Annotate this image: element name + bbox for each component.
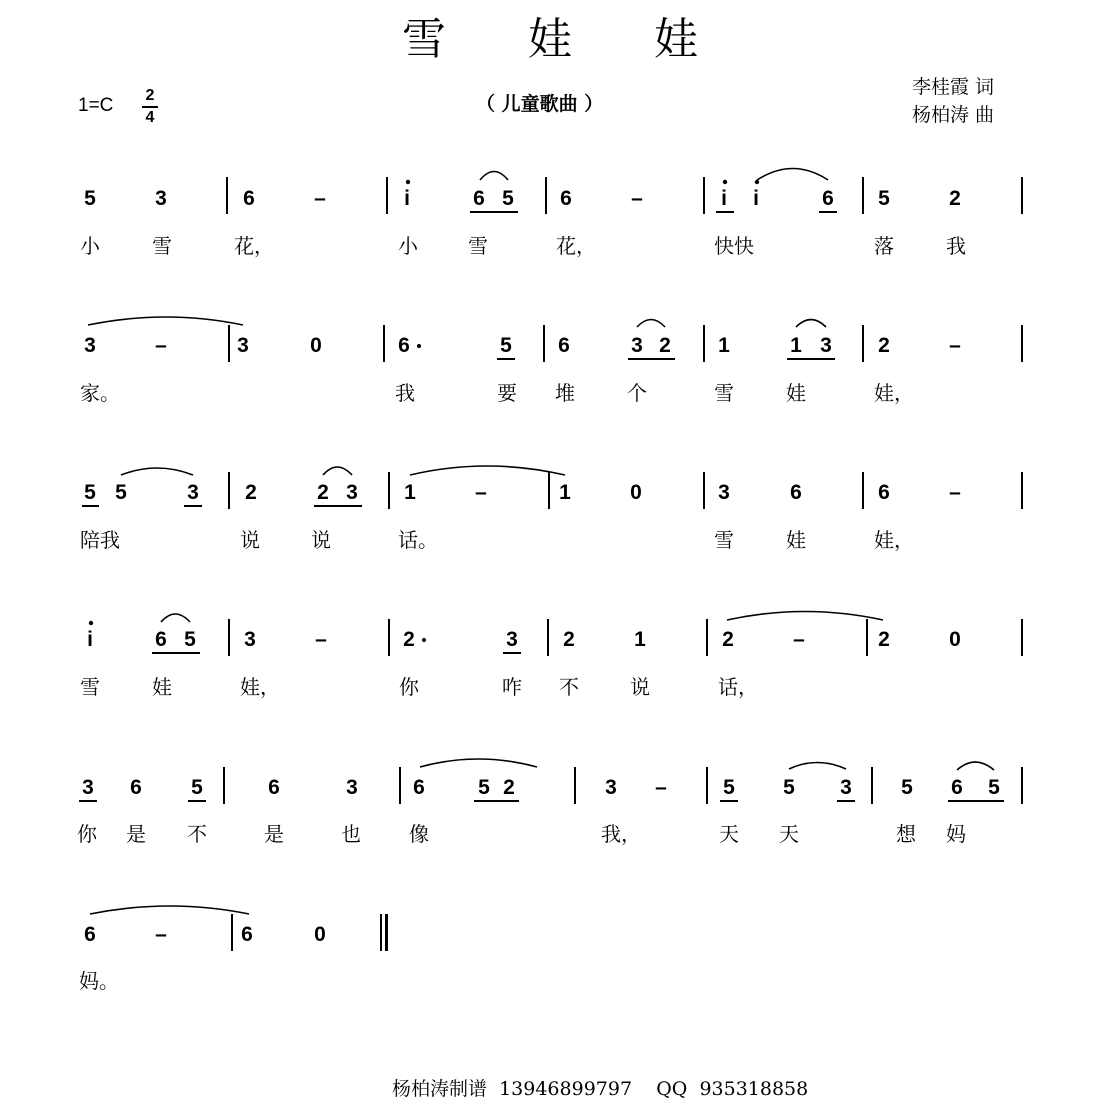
note: 6 <box>413 776 425 799</box>
note: 3 <box>605 776 617 799</box>
lyric: 要 <box>497 381 517 405</box>
lyric: 是 <box>264 822 284 846</box>
note: 5 <box>191 776 203 799</box>
note: 6 <box>951 776 963 799</box>
note: i <box>404 187 410 210</box>
lyric: 想 <box>896 822 916 846</box>
lyric: 你 <box>399 675 419 699</box>
note: i <box>753 187 759 210</box>
note: 5 <box>478 776 490 799</box>
slur <box>410 466 565 475</box>
note: 1 <box>634 628 646 651</box>
key-signature: 1=C <box>78 95 114 116</box>
note: 0 <box>949 628 961 651</box>
note: 5 <box>115 481 127 504</box>
note: 2 <box>245 481 257 504</box>
lyric: 说 <box>630 675 650 699</box>
note: 2 <box>563 628 575 651</box>
note: 6 <box>790 481 802 504</box>
note: 5 <box>878 187 890 210</box>
slur <box>637 320 665 328</box>
note: 6 <box>558 334 570 357</box>
note: 2 <box>659 334 671 357</box>
slur <box>727 612 883 621</box>
lyric: 也 <box>341 822 361 846</box>
note: 3 <box>346 776 358 799</box>
note: – <box>314 187 326 210</box>
lyric: 话。 <box>398 528 438 552</box>
note: 3 <box>155 187 167 210</box>
lyric: 娃 <box>786 528 806 552</box>
note: 5 <box>723 776 735 799</box>
lyric: 家。 <box>80 381 120 405</box>
note: 2 <box>878 334 890 357</box>
note: 0 <box>310 334 322 357</box>
lyric: 你 <box>77 822 97 846</box>
note: – <box>631 187 643 210</box>
note: 5 <box>988 776 1000 799</box>
lyric: 话， <box>718 675 758 699</box>
note: 0 <box>630 481 642 504</box>
octave-dot <box>755 180 759 184</box>
lyric: 我 <box>946 234 966 258</box>
note: 5 <box>500 334 512 357</box>
octave-dots <box>89 180 759 625</box>
note: 0 <box>314 923 326 946</box>
lyric: 天 <box>779 822 799 846</box>
lyricist-credit: 李桂霞 词 <box>912 76 995 98</box>
slur <box>323 467 352 475</box>
slur <box>957 762 994 770</box>
slur <box>789 763 846 770</box>
note: 6 <box>268 776 280 799</box>
note: 3 <box>506 628 518 651</box>
note: 2 <box>317 481 329 504</box>
note: – <box>655 776 667 799</box>
lyric: 娃， <box>240 675 280 699</box>
slur <box>121 468 193 475</box>
note: 1 <box>718 334 730 357</box>
note: 5 <box>84 187 96 210</box>
song-title: 雪 娃 娃 <box>402 14 732 65</box>
slur <box>161 614 190 622</box>
time-signature-bottom: 4 <box>145 108 155 126</box>
note: 3 <box>84 334 96 357</box>
lyric: 不 <box>187 822 207 846</box>
slur <box>420 759 537 767</box>
lyric: 是 <box>126 822 146 846</box>
note: – <box>949 481 961 504</box>
lyric: 落 <box>874 234 894 258</box>
octave-dot <box>89 621 93 625</box>
note: 5 <box>901 776 913 799</box>
note: 2 <box>403 628 415 651</box>
lyric: 娃， <box>874 528 914 552</box>
note: – <box>155 334 167 357</box>
lyric: 雪 <box>80 675 100 699</box>
note: 3 <box>346 481 358 504</box>
note: 3 <box>718 481 730 504</box>
note: 2 <box>949 187 961 210</box>
note: 3 <box>631 334 643 357</box>
note: 5 <box>184 628 196 651</box>
lyric: 小 <box>80 234 100 258</box>
note: 6 <box>398 334 410 357</box>
slurs <box>88 169 994 915</box>
lyric: 说 <box>311 528 331 552</box>
slur <box>480 172 508 181</box>
lyric: 不 <box>559 675 579 699</box>
note: 1 <box>559 481 571 504</box>
note: 5 <box>84 481 96 504</box>
lyric: 雪 <box>152 234 172 258</box>
lyric: 花， <box>234 234 274 258</box>
note: 6 <box>155 628 167 651</box>
lyric: 说 <box>240 528 260 552</box>
note: 2 <box>503 776 515 799</box>
lyric: 个 <box>627 381 647 405</box>
note: – <box>793 628 805 651</box>
lyric: 快快 <box>714 234 754 258</box>
note: – <box>155 923 167 946</box>
slur <box>757 169 828 181</box>
note: i <box>721 187 727 210</box>
note: – <box>949 334 961 357</box>
lyric: 天 <box>719 822 739 846</box>
note: – <box>315 628 327 651</box>
lyric: 娃 <box>152 675 172 699</box>
octave-dot <box>406 180 410 184</box>
slur <box>90 906 249 914</box>
note: 2 <box>878 628 890 651</box>
note: 6 <box>822 187 834 210</box>
composer-credit: 杨柏涛 曲 <box>912 104 995 126</box>
note: i <box>87 628 93 651</box>
slur <box>796 320 826 328</box>
note: 6 <box>243 187 255 210</box>
slur <box>88 317 243 325</box>
lyric: 妈 <box>946 822 966 846</box>
note: 6 <box>84 923 96 946</box>
lyric: 雪 <box>468 234 488 258</box>
octave-dot <box>723 180 727 184</box>
time-signature-top: 2 <box>145 87 155 104</box>
lyric: 娃 <box>786 381 806 405</box>
note: 5 <box>783 776 795 799</box>
lyric: 雪 <box>714 528 734 552</box>
lyric: 我 <box>395 381 415 405</box>
lyric: 陪我 <box>80 528 120 552</box>
lyric: 堆 <box>555 381 575 405</box>
footer-credit: 杨柏涛制谱 13946899797 QQ 935318858 <box>392 1078 809 1100</box>
note: 2 <box>722 628 734 651</box>
note: 3 <box>840 776 852 799</box>
note: 3 <box>237 334 249 357</box>
note: 1 <box>790 334 802 357</box>
lyric: 我， <box>601 822 641 846</box>
song-subtitle: （ 儿童歌曲 ） <box>476 93 604 115</box>
note: – <box>475 481 487 504</box>
lyric: 娃， <box>874 381 914 405</box>
lyric: 咋 <box>502 675 522 699</box>
lyric: 花， <box>556 234 596 258</box>
note: 3 <box>244 628 256 651</box>
lyric: 像 <box>409 822 429 846</box>
lyric: 妈。 <box>79 969 119 993</box>
note: 6 <box>878 481 890 504</box>
lyric: 小 <box>398 234 418 258</box>
note: 6 <box>241 923 253 946</box>
lyric: 雪 <box>714 381 734 405</box>
note: 1 <box>404 481 416 504</box>
note: 6 <box>130 776 142 799</box>
note: 6 <box>560 187 572 210</box>
note: 6 <box>473 187 485 210</box>
note: 3 <box>187 481 199 504</box>
note: 3 <box>82 776 94 799</box>
note: 3 <box>820 334 832 357</box>
note: 5 <box>502 187 514 210</box>
